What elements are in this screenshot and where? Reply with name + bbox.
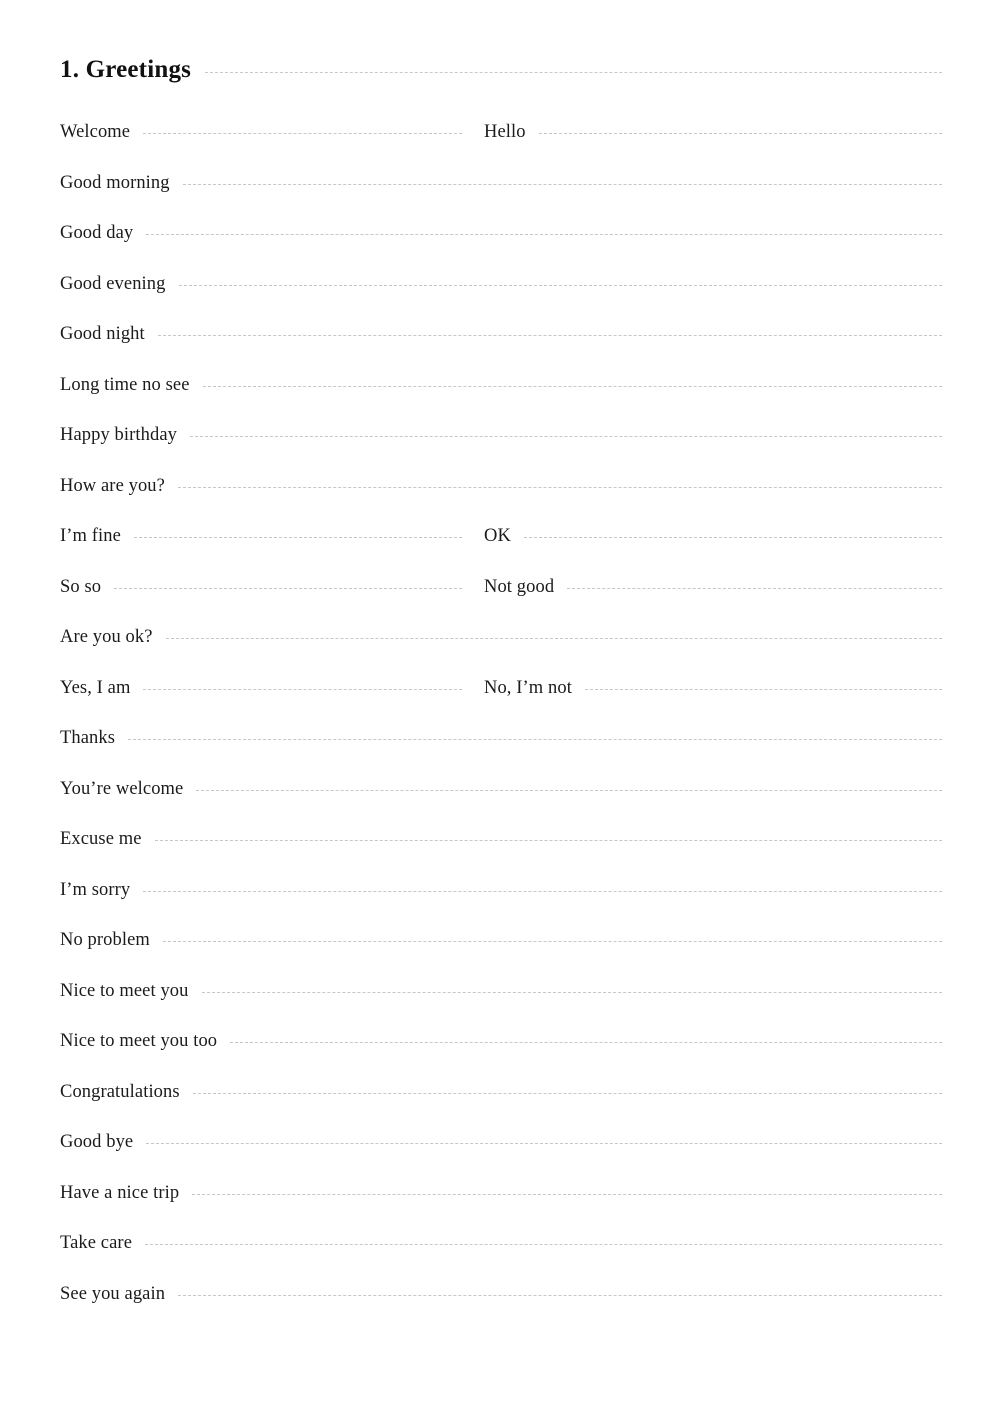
phrase-row bbox=[60, 1031, 942, 1082]
phrase-cell-left bbox=[60, 577, 484, 597]
phrase-cell-full bbox=[60, 779, 942, 799]
phrase-row bbox=[60, 728, 942, 779]
answer-blank[interactable] bbox=[155, 840, 942, 841]
phrase-row bbox=[60, 1132, 942, 1183]
phrase-row bbox=[60, 526, 942, 577]
phrase-label: I’m fine bbox=[60, 526, 121, 546]
phrase-label: Nice to meet you too bbox=[60, 1031, 218, 1051]
phrase-cell-left bbox=[60, 526, 484, 546]
phrase-row bbox=[60, 1284, 942, 1335]
answer-blank[interactable] bbox=[146, 234, 942, 235]
phrase-row bbox=[60, 122, 942, 173]
phrase-cell-right bbox=[484, 678, 942, 698]
phrase-label: Good evening bbox=[60, 273, 166, 294]
phrase-label: Take care bbox=[60, 1233, 133, 1253]
phrase-cell-full bbox=[60, 173, 942, 193]
phrase-row bbox=[60, 627, 942, 678]
phrase-label: Good night bbox=[60, 324, 145, 344]
phrase-cell-left bbox=[60, 678, 484, 698]
phrase-row bbox=[60, 1183, 942, 1234]
answer-blank[interactable] bbox=[524, 537, 942, 538]
phrase-cell-full bbox=[60, 1233, 942, 1253]
phrase-label: Excuse me bbox=[60, 829, 142, 849]
phrase-label: No problem bbox=[60, 930, 150, 950]
phrase-cell-full bbox=[60, 829, 942, 849]
phrase-row bbox=[60, 880, 942, 931]
page-title: 1. Greetings bbox=[60, 56, 192, 83]
answer-blank[interactable] bbox=[193, 1093, 942, 1094]
phrase-row bbox=[60, 425, 942, 476]
phrase-row bbox=[60, 829, 942, 880]
phrase-cell-right bbox=[484, 577, 942, 597]
phrase-label: Thanks bbox=[60, 728, 116, 748]
answer-blank[interactable] bbox=[178, 487, 942, 488]
phrase-cell-full bbox=[60, 223, 942, 243]
phrase-label: Welcome bbox=[60, 122, 131, 142]
phrase-row bbox=[60, 1233, 942, 1284]
answer-blank[interactable] bbox=[114, 588, 462, 589]
phrase-list bbox=[60, 122, 942, 1334]
answer-blank[interactable] bbox=[567, 588, 942, 589]
phrase-label: Have a nice trip bbox=[60, 1182, 180, 1203]
phrase-cell-full bbox=[60, 324, 942, 344]
phrase-label: So so bbox=[60, 576, 102, 597]
phrase-cell-right bbox=[484, 526, 942, 546]
phrase-label: Good day bbox=[60, 223, 134, 243]
answer-blank[interactable] bbox=[146, 1143, 942, 1144]
answer-blank[interactable] bbox=[203, 386, 942, 387]
phrase-row bbox=[60, 779, 942, 830]
phrase-label: See you again bbox=[60, 1283, 166, 1304]
answer-blank[interactable] bbox=[163, 941, 942, 942]
answer-blank[interactable] bbox=[143, 133, 462, 134]
phrase-label: OK bbox=[484, 526, 511, 546]
phrase-label: Long time no see bbox=[60, 374, 190, 395]
answer-blank[interactable] bbox=[196, 790, 942, 791]
heading-dotted-rule bbox=[205, 72, 942, 73]
phrase-cell-full bbox=[60, 1284, 942, 1304]
phrase-label: Happy birthday bbox=[60, 425, 177, 445]
phrase-row bbox=[60, 1082, 942, 1133]
phrase-cell-full bbox=[60, 1132, 942, 1152]
phrase-label: Hello bbox=[484, 122, 526, 142]
phrase-row bbox=[60, 981, 942, 1032]
answer-blank[interactable] bbox=[145, 1244, 942, 1245]
phrase-label: You’re welcome bbox=[60, 778, 184, 799]
phrase-row bbox=[60, 173, 942, 224]
section-heading bbox=[60, 56, 942, 84]
phrase-label: No, I’m not bbox=[484, 677, 572, 698]
answer-blank[interactable] bbox=[166, 638, 942, 639]
phrase-row bbox=[60, 274, 942, 325]
answer-blank[interactable] bbox=[179, 285, 943, 286]
answer-blank[interactable] bbox=[230, 1042, 942, 1043]
phrase-row bbox=[60, 223, 942, 274]
phrase-label: Nice to meet you bbox=[60, 980, 189, 1001]
phrase-cell-full bbox=[60, 880, 942, 900]
phrase-cell-full bbox=[60, 1183, 942, 1203]
answer-blank[interactable] bbox=[585, 689, 942, 690]
phrase-cell-left bbox=[60, 122, 484, 142]
phrase-row bbox=[60, 324, 942, 375]
answer-blank[interactable] bbox=[143, 891, 942, 892]
answer-blank[interactable] bbox=[143, 689, 462, 690]
phrase-row bbox=[60, 678, 942, 729]
phrase-cell-right bbox=[484, 122, 942, 142]
phrase-label: Yes, I am bbox=[60, 677, 131, 698]
phrase-cell-full bbox=[60, 627, 942, 647]
phrase-row bbox=[60, 577, 942, 628]
phrase-label: Good bye bbox=[60, 1132, 134, 1152]
phrase-cell-full bbox=[60, 476, 942, 496]
phrase-label: Congratulations bbox=[60, 1081, 180, 1102]
phrase-cell-full bbox=[60, 981, 942, 1001]
phrase-label: I’m sorry bbox=[60, 879, 131, 900]
phrase-cell-full bbox=[60, 1082, 942, 1102]
answer-blank[interactable] bbox=[539, 133, 942, 134]
answer-blank[interactable] bbox=[183, 184, 942, 185]
answer-blank[interactable] bbox=[134, 537, 462, 538]
answer-blank[interactable] bbox=[128, 739, 942, 740]
phrase-label: How are you? bbox=[60, 475, 165, 496]
phrase-cell-full bbox=[60, 425, 942, 445]
phrase-row bbox=[60, 476, 942, 527]
phrase-label: Are you ok? bbox=[60, 627, 153, 647]
answer-blank[interactable] bbox=[192, 1194, 942, 1195]
phrase-row bbox=[60, 375, 942, 426]
phrase-cell-full bbox=[60, 274, 942, 294]
answer-blank[interactable] bbox=[178, 1295, 942, 1296]
phrase-cell-full bbox=[60, 1031, 942, 1051]
phrase-label: Good morning bbox=[60, 172, 170, 193]
phrase-cell-full bbox=[60, 375, 942, 395]
phrase-row bbox=[60, 930, 942, 981]
answer-blank[interactable] bbox=[158, 335, 942, 336]
answer-blank[interactable] bbox=[190, 436, 942, 437]
phrase-cell-full bbox=[60, 930, 942, 950]
phrase-label: Not good bbox=[484, 576, 555, 597]
phrase-cell-full bbox=[60, 728, 942, 748]
answer-blank[interactable] bbox=[202, 992, 943, 993]
